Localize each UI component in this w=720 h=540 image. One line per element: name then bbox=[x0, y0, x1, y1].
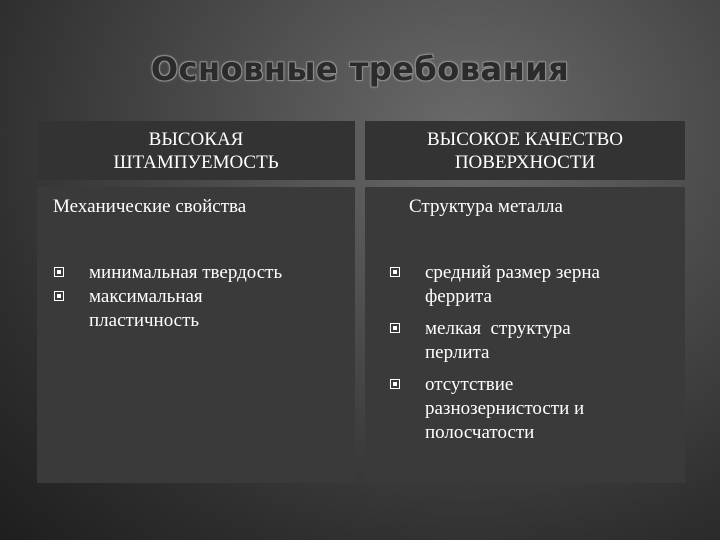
list-item-text: средний размер зерна bbox=[425, 262, 600, 283]
bullet-icon bbox=[390, 323, 400, 333]
subheading-mechanical-properties: Механические свойства bbox=[53, 196, 247, 217]
bullet-list bbox=[387, 261, 677, 453]
list-item bbox=[387, 261, 677, 309]
list-item-text: отсутствие bbox=[425, 374, 514, 395]
list-item-text: разнозернистости и bbox=[425, 398, 585, 419]
list-item-text: пластичность bbox=[89, 310, 200, 331]
column-body-mechanical bbox=[37, 187, 355, 483]
column-header-stampability bbox=[37, 121, 355, 180]
slide-title: Основные требования bbox=[150, 50, 570, 88]
column-header-surface-quality bbox=[365, 121, 685, 180]
bullet-icon bbox=[54, 291, 64, 301]
list-item-text: перлита bbox=[425, 342, 490, 363]
subheading-metal-structure: Структура металла bbox=[409, 196, 563, 217]
list-item-text: минимальная твердость bbox=[89, 262, 283, 283]
list-item-text: мелкая структура bbox=[425, 318, 571, 339]
list-item bbox=[387, 317, 677, 365]
header-line: ШТАМПУЕМОСТЬ bbox=[113, 151, 279, 173]
list-item bbox=[51, 261, 351, 285]
bullet-icon bbox=[54, 267, 64, 277]
list-item-text: полосчатости bbox=[425, 422, 535, 443]
bullet-icon bbox=[390, 267, 400, 277]
bullet-list bbox=[51, 261, 351, 333]
list-item bbox=[387, 373, 677, 445]
header-line: ВЫСОКОЕ КАЧЕСТВО bbox=[426, 128, 624, 150]
list-item-text: феррита bbox=[425, 286, 492, 307]
bullet-icon bbox=[390, 379, 400, 389]
column-body-structure bbox=[365, 187, 685, 483]
list-item bbox=[51, 285, 351, 333]
list-item-text: максимальная bbox=[89, 286, 203, 307]
header-line: ВЫСОКАЯ bbox=[148, 128, 244, 150]
header-line: ПОВЕРХНОСТИ bbox=[454, 151, 596, 173]
